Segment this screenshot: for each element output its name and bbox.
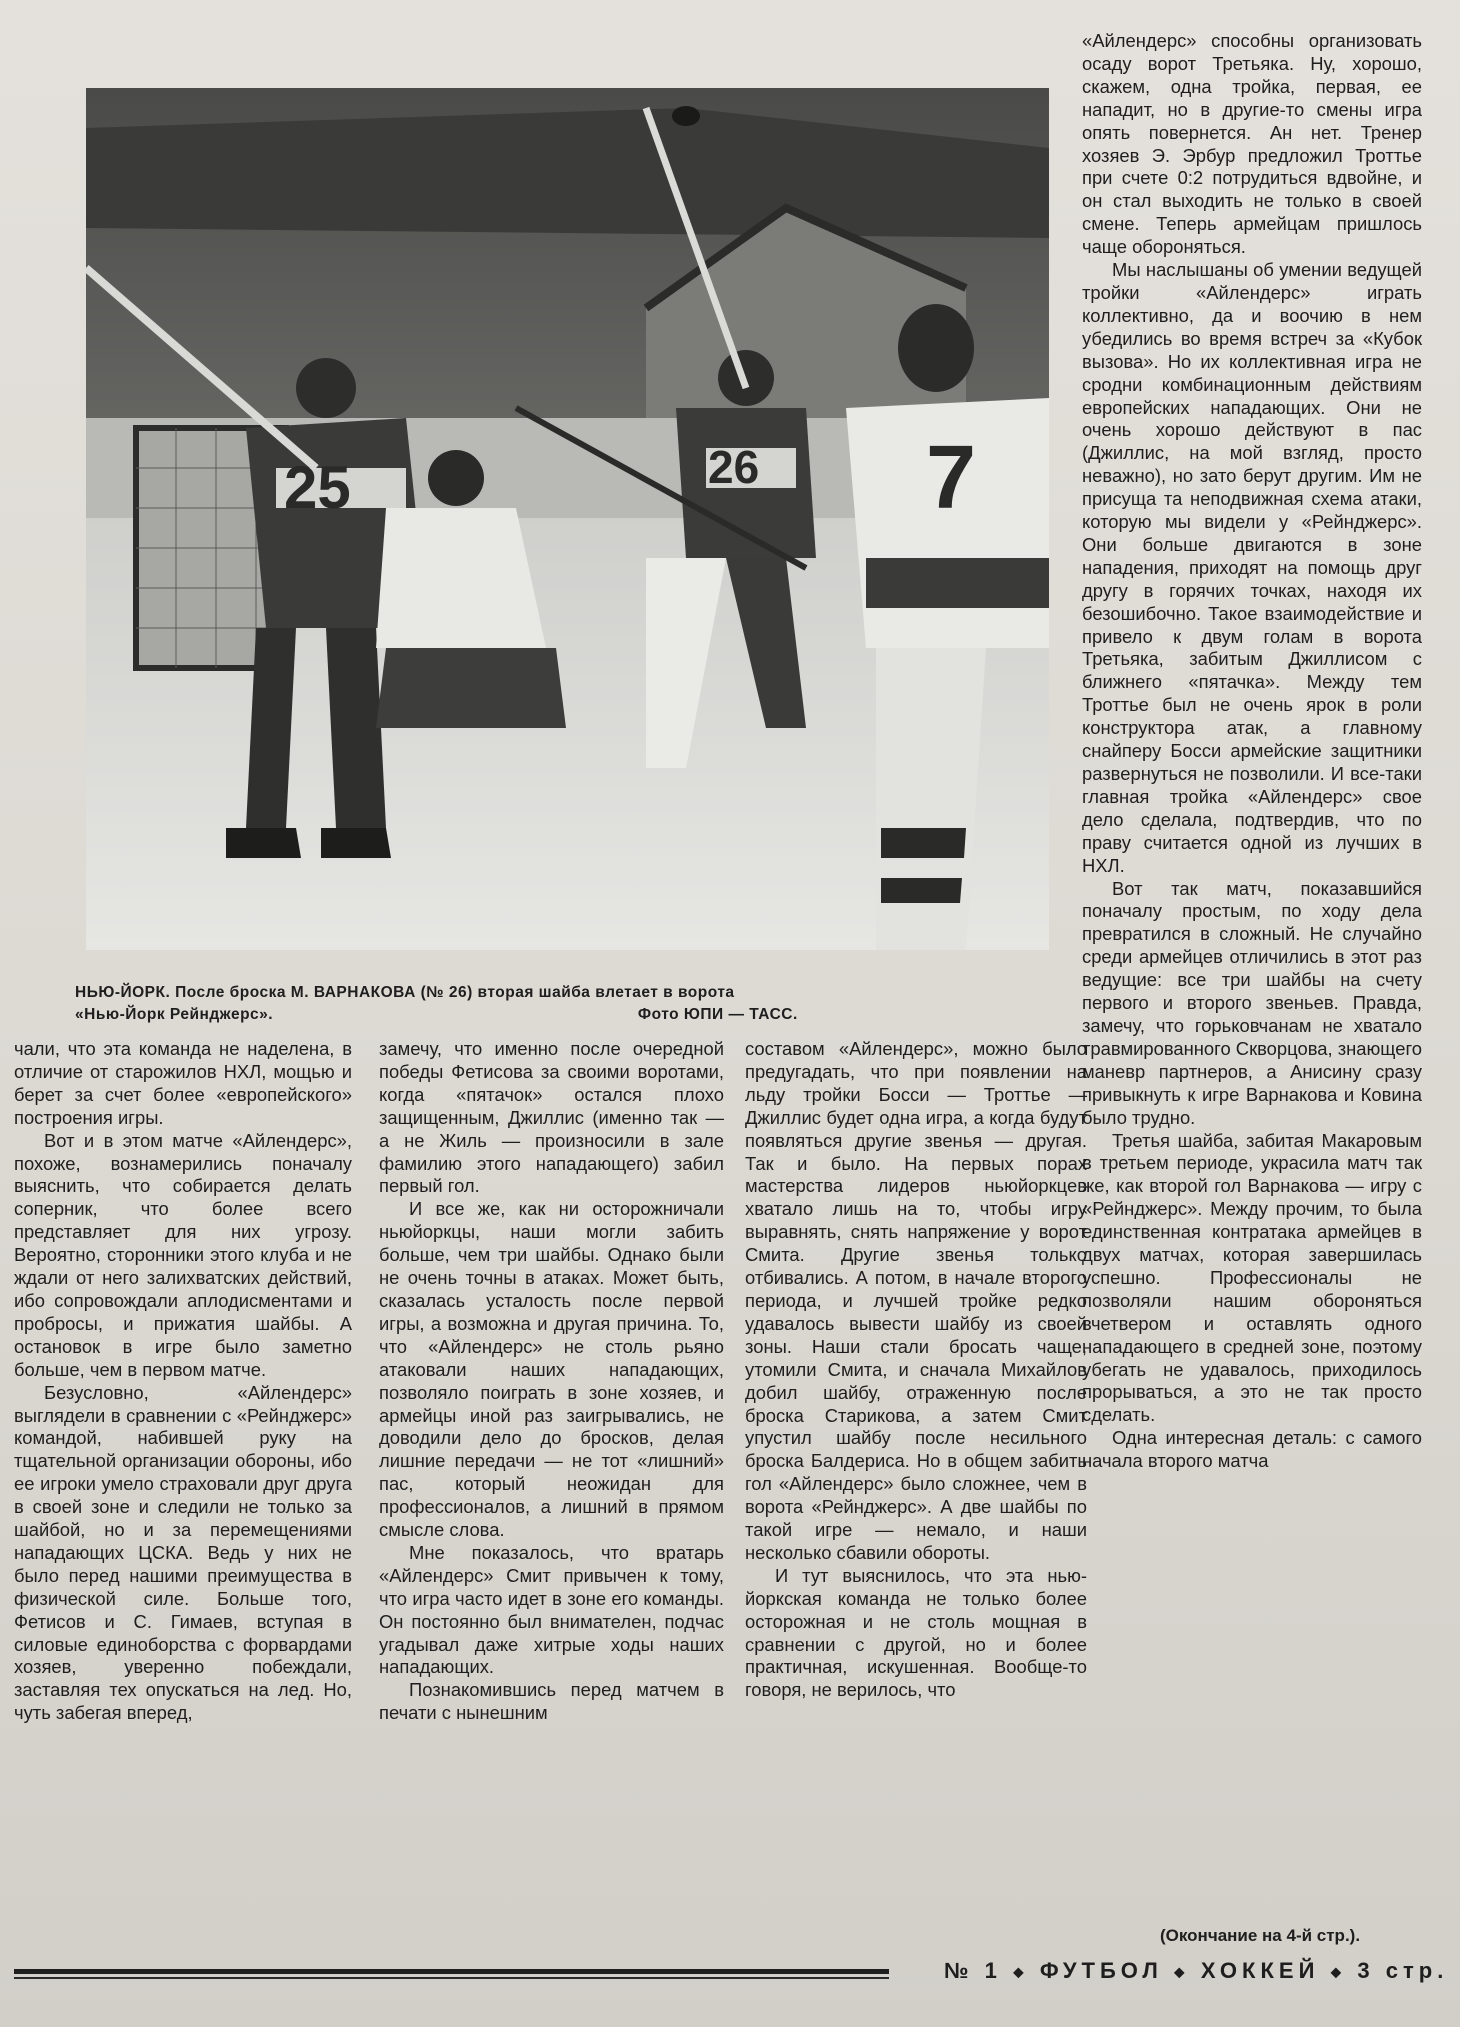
jersey-number-25: 25	[284, 454, 351, 521]
continuation-note: (Окончание на 4-й стр.).	[1160, 1926, 1361, 1945]
paragraph: Третья шайба, забитая Макаровым в третьем периоде, украсила матч так же, как второй гол Варнакова — игру с «Рейнджерс». Между прочим, то была единственная контратака армейцев в двух матчах, которая завершилась успешно. Профессионалы не позволяли нашим обороняться вчетвером и оставлять одного нападающего в средней зоне, поэтому убегать не удавалось, приходилось прорываться, а это не так просто сделать.	[1082, 1129, 1422, 1426]
caption-line-1: НЬЮ-ЙОРК. После броска М. ВАРНАКОВА (№ 26) вторая шайба влетает в ворота	[75, 984, 735, 1001]
paragraph: Мне показалось, что вратарь «Айлендерс» Смит привычен к тому, что игра часто идет в зоне его команды. Он постоянно был внимателен, подчас угадывал даже хитрые ходы наших нападающих.	[379, 1541, 724, 1678]
paragraph: Безусловно, «Айлендерс» выглядели в сравнении с «Рейнджерс» командой, набившей руку на тщательной организации обороны, ибо ее игроки умело страховали друг друга в своей зоне и следили не только за шайбой, но и за перемещениями нападающих ЦСКА. Ведь у них не было перед нашими преимущества в физической силе. Больше того, Фетисов и С. Гимаев, вступая в силовые единоборства с форвардами хозяев, уверенно побеждали, заставляя тех опускаться на лед. Но, чуть забегая вперед,	[14, 1381, 352, 1724]
page-number: 3 стр.	[1357, 1958, 1449, 1983]
paragraph: Вот и в этом матче «Айлендерс», похоже, вознамерились поначалу выяснить, что собирается делать соперник, что более всего представляет для них угрозу. Вероятно, сторонники этого клуба и не ждали от него залихватских действий, ибо сопровождали аплодисментами и пробросы, и прижатия шайбы. А остановок в игре было заметно больше, чем в первом матче.	[14, 1129, 352, 1380]
caption-line-2: «Нью-Йорк Рейнджерс».	[75, 1006, 274, 1023]
article-column-1	[14, 1038, 352, 1725]
photo-credit: Фото ЮПИ — ТАСС.	[637, 1006, 798, 1023]
page-footer	[944, 1958, 1448, 1984]
paragraph: замечу, что именно после очередной победы Фетисова за своими воротами, когда «пятачок» остался плохо защищенным, Джиллис (именно так — а не Жиль — произносили в зале фамилию этого нападающего) забил первый гол.	[379, 1038, 724, 1197]
jersey-number-26: 26	[708, 441, 760, 493]
article-column-2	[379, 1038, 724, 1725]
paragraph: составом «Айлендерс», можно было предугадать, что при появлении на льду тройки Босси — Троттье — Джиллис будет одна игра, а когда будут появляться другие звенья — другая. Так и было. На первых порах мастерства лидеров ньюйоркцев хватало лишь на то, чтобы игру выравнять, снять напряжение у ворот Смита. Другие звенья только отбивались. А потом, в начале второго периода, и лучшей тройке редко удавалось вывести шайбу из своей зоны. Наши стали бросать чаще, утомили Смита, и сначала Михайлов добил шайбу, отраженную после броска Старикова, а затем Смит упустил шайбу после несильного броска Балдериса. Но в общем забить гол «Айлендерс» было сложнее, чем в ворота «Рейнджерс». А две шайбы по такой игре — немало, и наши несколько сбавили обороты.	[745, 1038, 1087, 1563]
photo-caption	[75, 982, 1065, 1026]
article-column-3	[745, 1038, 1087, 1702]
hockey-photo-image	[86, 88, 1049, 950]
article-column-4	[1082, 30, 1422, 1473]
jersey-number-7: 7	[926, 428, 977, 528]
paragraph: «Айлендерс» способны организовать осаду ворот Третьяка. Ну, хорошо, скажем, одна тройка, первая, ее нападит, но в другие-то смены игра опять повернется. Ан нет. Тренер хозяев Э. Эрбур предложил Троттье при счете 0:2 потрудиться вдвойне, и он стал выходить не только в своей смене. Теперь армейцам пришлось чаще обороняться.	[1082, 30, 1422, 258]
paragraph: И все же, как ни осторожничали ньюйоркцы, наши могли забить больше, чем три шайбы. Однако были не очень точны в атаках. Может быть, сказалась усталость после первой игры, а возможна и другая причина. То, что «Айлендерс» не столь рьяно атаковали наших нападающих, позволяло поиграть в зоне хозяев, и армейцы иной раз заигрывались, не доводили дело до бросков, делая лишние передачи — не тот «лишний» пас, который неожидан для профессионалов, а лишний в прямом смысле слова.	[379, 1198, 724, 1541]
issue-number: № 1	[944, 1958, 1002, 1983]
paragraph: Одна интересная деталь: с самого начала второго матча	[1082, 1427, 1422, 1472]
paragraph: И тут выяснилось, что эта нью-йоркская команда не только более осторожная и не столь мощная в сравнении с другой, но и более практичная, искушенная. Вообще-то говоря, не верилось, что	[745, 1564, 1087, 1701]
paragraph: чали, что эта команда не наделена, в отличие от старожилов НХЛ, мощью и берет за счет более «европейского» построения игры.	[14, 1038, 352, 1128]
publication-title-part2: ХОККЕЙ	[1200, 1958, 1320, 1983]
hockey-photo	[86, 88, 1049, 950]
footer-rule-thin	[14, 1977, 889, 1979]
paragraph: Познакомившись перед матчем в печати с нынешним	[379, 1679, 724, 1724]
paragraph: Вот так матч, показавшийся поначалу простым, по ходу дела превратился в сложный. Не случайно среди армейцев отличились в этот раз ведущие: все три шайбы на счету первого и второго звеньев. Правда, замечу, что горьковчанам не хватало травмированного Скворцова, знающего маневр партнеров, а Анисину сразу привыкнуть к игре Варнакова и Ковина было трудно.	[1082, 877, 1422, 1128]
footer-rule	[14, 1969, 889, 1974]
diamond-icon: ◆	[1330, 1963, 1347, 1980]
paragraph: Мы наслышаны об умении ведущей тройки «Айлендерс» играть коллективно, да и воочию в нем убедились во время встреч за «Кубок вызова». Но их коллективная игра не сродни комбинационным действиям европейских нападающих. Они не очень хорошо действуют в пас (Джиллис, на мой взгляд, просто неважно), но зато берут другим. Им не присуща та неподвижная схема атаки, которую мы видели у «Рейнджерс». Они больше двигаются в зоне нападения, приходят на помощь друг другу в горячих точках, находя их безошибочно. Такое взаимодействие и привело к двум голам в ворота Третьяка, забитым Джиллисом с ближнего «пятачка». Между тем Троттье был не очень ярок в роли конструктора атак, а главному снайперу Босси армейские защитники развернуться не позволили. И все-таки главная тройка «Айлендерс» свое дело сделала, подтвердив, что по праву считается одной из лучших в НХЛ.	[1082, 259, 1422, 876]
diamond-icon: ◆	[1173, 1963, 1190, 1980]
diamond-icon: ◆	[1013, 1963, 1029, 1980]
publication-title-part1: ФУТБОЛ	[1039, 1958, 1163, 1983]
